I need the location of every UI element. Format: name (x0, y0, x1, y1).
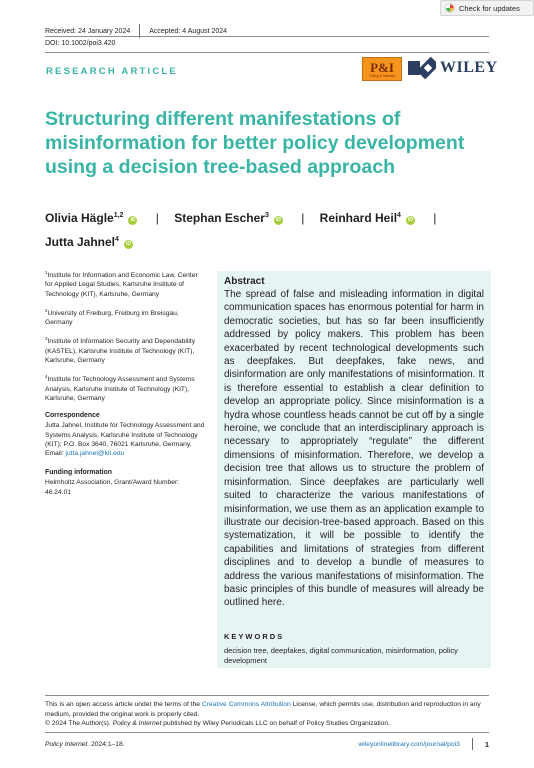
abstract-text: The spread of false and misleading information in digital communication spaces has enormous potential for harm in democratic societies, but has so far been insufficiently addressed by policy makers. This problem has been exacerbated by recent technological developments such as deepfakes. But deepfakes, fake news, and disinformation are only manifestations of misinformation. It is therefore essential to establish a clear definition to develop an appropriate policy. Since misinformation is a hydra whose countless heads cannot be cut off by a single heroine, we conclude that an interdisciplinary approach is necessary to appropriately “regulate” the different dimensions of misinformation. Therefore, we develop a decision tree that allows us to structure the problem of misinformation. Since deepfakes are particularly well suited to characterize the various manifestations of misinformation, we use them as an application example to illustrate our decision-tree-based approach. Based on this systematization, it will be possible to identify the capabilities and limitations of strategies from different disciplines and to develop a bundle of measures to address the various manifestations of misinformation. The basic principles of this bundle of measures will already be outlined here. (224, 289, 484, 609)
author-separator: | (433, 211, 437, 225)
wiley-diamond-icon (408, 57, 436, 79)
journal-logo-text: P&I (370, 59, 394, 75)
author-affil-num: 3 (264, 212, 269, 219)
affiliation: $^2$University of Freiburg, Freiburg im Breisgau, Germany (45, 307, 179, 327)
check-for-updates-button[interactable] (440, 0, 534, 16)
orcid-icon[interactable]: iD (125, 241, 131, 247)
publisher-logo-text: WILEY (440, 59, 498, 76)
funding-text: Helmholtz Association, Grant/Award Number: 46.24.01 (45, 479, 180, 496)
journal-url-link[interactable]: wileyonlinelibrary.com/journal/poi3 (358, 740, 460, 748)
author-name: Reinhard Heil (319, 211, 398, 225)
keywords-text: decision tree, deepfakes, digital communication, misinformation, policy development (224, 646, 458, 665)
orcid-icon[interactable]: iD (130, 217, 136, 223)
abstract-box (217, 271, 491, 668)
affiliation: $^1$Institute for Information and Economic Law, Center for Applied Legal Studies, Karlsruhe Institute of Technology (KIT), Karlsruhe, Germany (45, 270, 198, 298)
author-list (45, 205, 485, 253)
header-rule-bottom (45, 52, 489, 53)
doi: DOI: 10.1002/poi3.420 (45, 40, 116, 47)
accepted-date: Accepted: 4 August 2024 (149, 27, 228, 35)
header-rule-top (45, 36, 489, 37)
correspondence-label: Correspondence (45, 412, 100, 420)
correspondence-text: Jutta Jahnel, Institute for Technology Assessment and Systems Analysis, Karlsruhe Institute of Technology (KIT); P.O. Box 3640, 76021 Karlsruhe, Germany. (45, 422, 205, 448)
affiliation: $^4$Institute for Technology Assessment and Systems Analysis, Karlsruhe Institute of Technology (KIT), Karlsruhe, Germany (45, 374, 195, 402)
author-separator: | (155, 211, 159, 225)
email-link[interactable]: jutta.jahnel@kit.edu (65, 449, 125, 457)
page-footer (45, 738, 489, 750)
orcid-icon[interactable]: iD (275, 217, 281, 223)
citation: Policy Internet. 2024;1–18. (45, 740, 125, 748)
abstract-heading: Abstract (224, 276, 265, 287)
journal-logo (362, 57, 402, 81)
license-footer (45, 700, 495, 729)
author-affil-num: 4 (115, 236, 119, 243)
article-title: Structuring different manifestations of misinformation for better policy development using a decision tree-based approach (45, 108, 465, 178)
footer-rule-bottom (45, 732, 489, 733)
author-separator: | (301, 211, 305, 225)
journal-logo-subtitle: Policy & Internet (369, 73, 395, 78)
check-updates-label: Check for updates (459, 3, 520, 13)
footer-rule (45, 695, 489, 696)
funding-label: Funding information (45, 469, 112, 477)
page-divider (472, 738, 473, 750)
author-name: Jutta Jahnel (45, 235, 116, 249)
cc-license-link[interactable]: Creative Commons Attribution (201, 701, 291, 708)
license-text: This is an open access article under the terms of the Creative Commons Attribution License, which permits use, distribution and reproduction in any medium, provided the original work is properly cited. (45, 701, 481, 718)
page-number: 1 (484, 739, 489, 749)
author-affil-num: 1,2 (113, 212, 124, 219)
orcid-icon[interactable]: iD (407, 217, 413, 223)
author-name: Stephan Escher (174, 211, 265, 225)
copyright-text: © 2024 The Author(s). Policy & Internet published by Wiley Periodicals LLC on behalf of Policy Studies Organization. (45, 720, 390, 727)
keywords-heading: KEYWORDS (224, 632, 285, 641)
correspondence-email: Email: jutta.jahnel@kit.edu (45, 449, 125, 457)
article-type: RESEARCH ARTICLE (46, 66, 178, 77)
author-affil-num: 4 (397, 212, 401, 219)
affiliations-column (45, 268, 205, 497)
received-date: Received: 24 January 2024 (45, 27, 131, 35)
affiliation: $^3$Institute of Information Security and Dependability (KASTEL), Karlsruhe Institute of Technology (KIT), Karlsruhe, Germany (45, 336, 196, 365)
publisher-logo (408, 57, 498, 79)
author-name: Olivia Hägle (45, 211, 114, 225)
check-updates-icon (445, 3, 455, 13)
